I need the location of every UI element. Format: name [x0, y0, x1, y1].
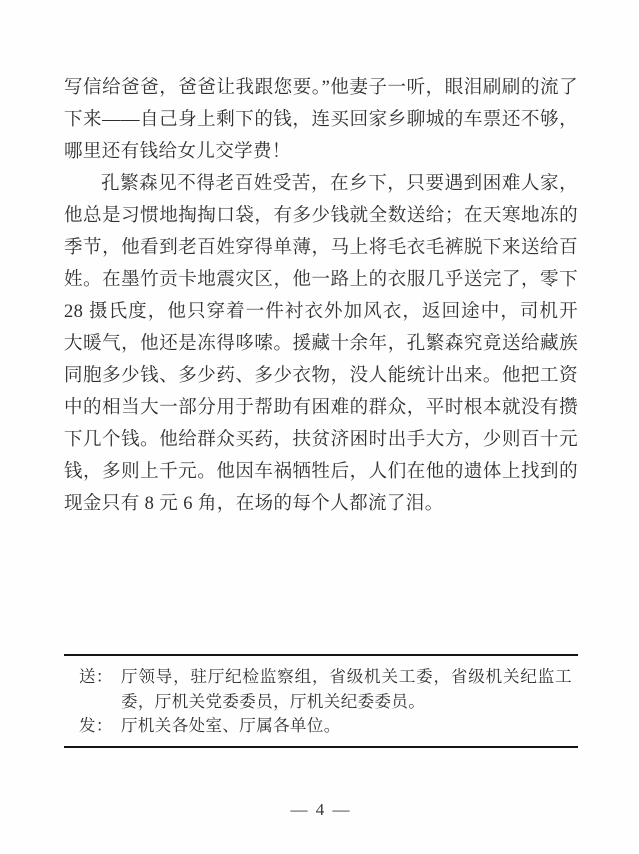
distribution-issue-line [79, 714, 572, 739]
paragraph-continuation: 写信给爸爸，爸爸让我跟您要。”他妻子一听，眼泪刷刷的流了下来——自己身上剩下的钱，连买回家乡聊城的车票还不够，哪里还有钱给女儿交学费！ [64, 78, 578, 162]
distribution-send-line [79, 665, 572, 714]
send-label: 送： [79, 667, 113, 686]
page-number: — 4 — [290, 800, 352, 819]
body-text [64, 72, 578, 520]
issue-recipients: 厅机关各处室、厅属各单位。 [121, 716, 341, 735]
page-footer [64, 800, 578, 820]
distribution-block [64, 654, 578, 748]
paragraph-main: 孔繁森见不得老百姓受苦，在乡下，只要遇到困难人家，他总是习惯地掏掏口袋，有多少钱就全数送给；在天寒地冻的季节，他看到老百姓穿得单薄，马上将毛衣毛裤脱下来送给百姓。在墨竹贡卡地震灾区，他一路上的衣服几乎送完了，零下 28 摄氏度，他只穿着一件衬衣外加风衣，返回途中，司机开大暖气，他还是冻得哆嗦。援藏十余年，孔繁森究竟送给藏族同胞多少钱、多少药、多少衣物，没人能统计出来。他把工资中的相当大一部分用于帮助有困难的群众，平时根本就没有攒下几个钱。他给群众买药，扶贫济困时出手大方，少则百十元钱，多则上千元。他因车祸牺牲后，人们在他的遗体上找到的现金只有 8 元 6 角，在场的每个人都流了泪。 [64, 174, 578, 514]
issue-label: 发： [79, 716, 113, 735]
send-recipients: 厅领导，驻厅纪检监察组，省级机关工委，省级机关纪监工委，厅机关党委委员，厅机关纪委委员。 [121, 667, 572, 711]
